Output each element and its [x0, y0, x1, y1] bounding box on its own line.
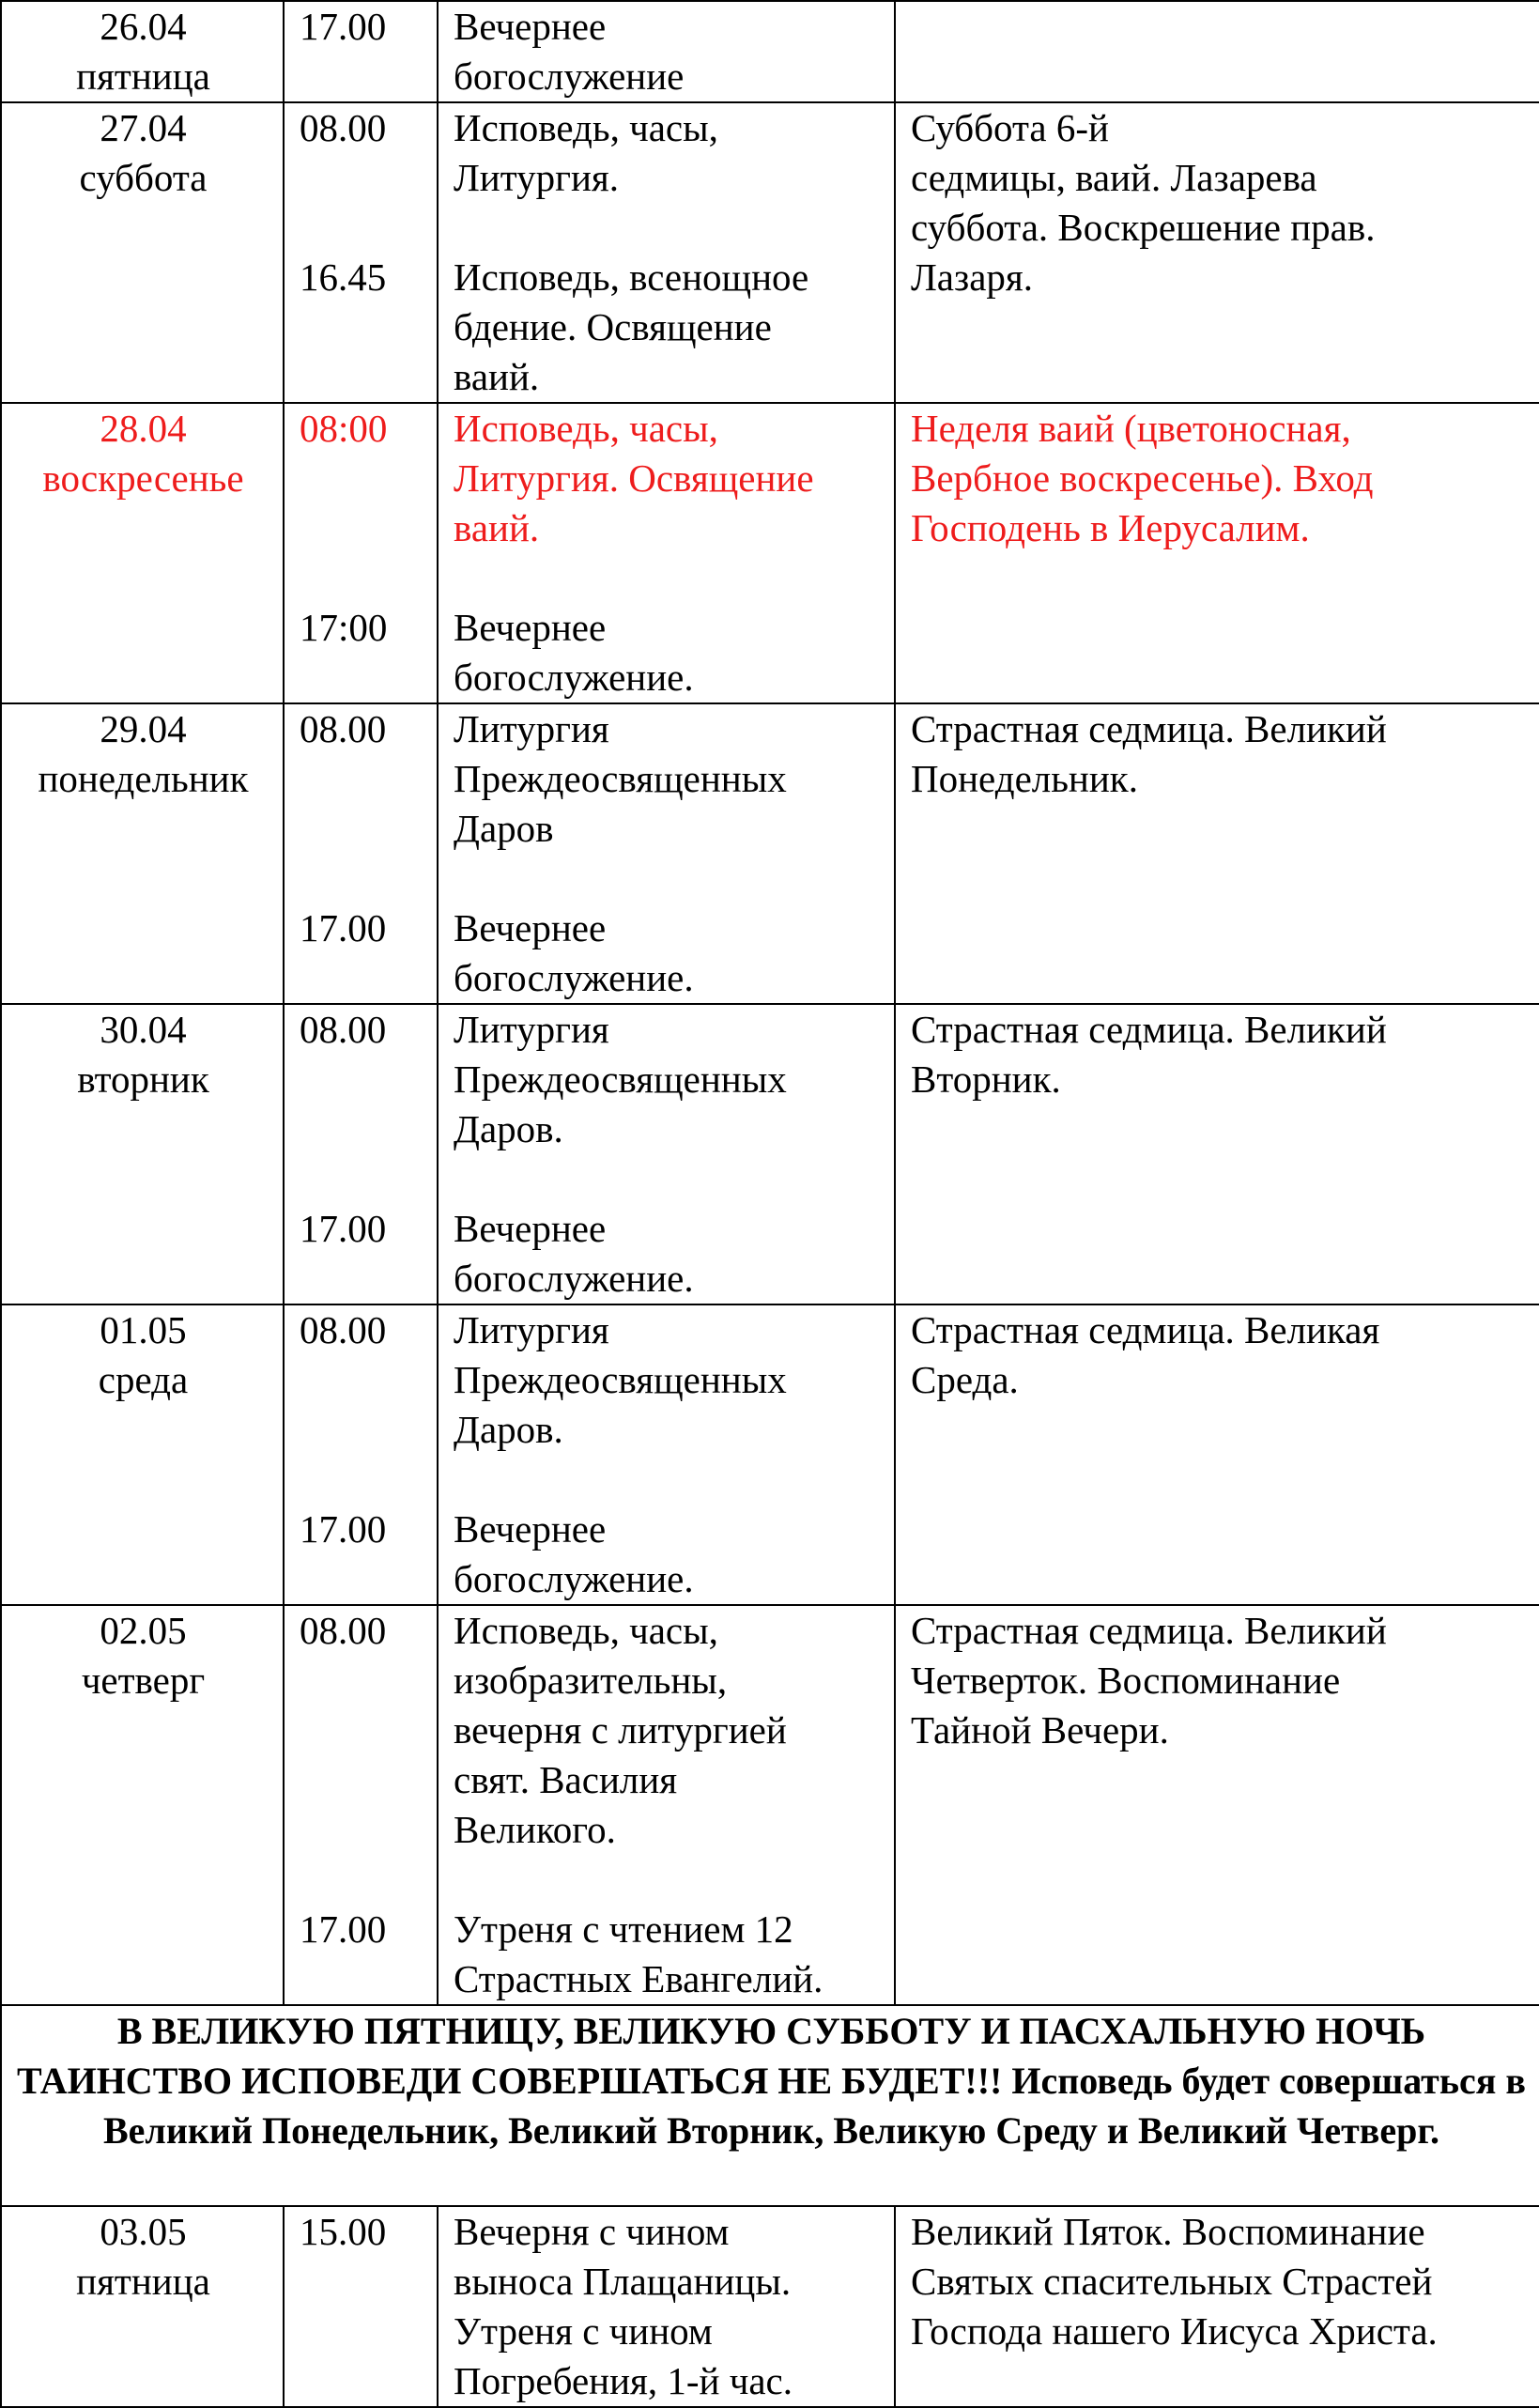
service-line: Страстных Евангелий. — [454, 1957, 823, 2000]
service-line: Литургия — [454, 1008, 609, 1051]
service-line: выноса Плащаницы. — [454, 2260, 792, 2303]
service-cell — [438, 1605, 895, 2005]
service-line: Утреня с чином — [454, 2309, 713, 2353]
date: 02.05 — [100, 1609, 187, 1652]
feast-line: Страстная седмица. Великая — [911, 1308, 1380, 1351]
service-time: 08.00 — [300, 1008, 387, 1051]
feast-line: Страстная седмица. Великий — [911, 1008, 1387, 1051]
service-cell — [438, 1, 895, 102]
feast-cell — [895, 2206, 1539, 2407]
service-line: Утреня с чтением 12 — [454, 1907, 793, 1951]
time-cell — [284, 102, 438, 403]
date-cell — [1, 102, 284, 403]
service-line: богослужение — [454, 54, 685, 98]
service-line: бдение. Освящение — [454, 305, 772, 348]
notice-caps: В ВЕЛИКУЮ ПЯТНИЦУ, ВЕЛИКУЮ СУББОТУ И ПАСХАЛЬНУЮ НОЧЬ ТАИНСТВО ИСПОВЕДИ СОВЕРШАТЬСЯ НЕ БУДЕТ!!! — [17, 2010, 1426, 2102]
feast-line: Лазаря. — [911, 255, 1034, 299]
service-line: Литургия — [454, 707, 609, 750]
feast-line: Понедельник. — [911, 757, 1138, 800]
date-cell — [1, 703, 284, 1004]
feast-cell — [895, 1605, 1539, 2005]
service-time: 17:00 — [300, 606, 388, 649]
date-cell — [1, 1, 284, 102]
service-time: 17.00 — [300, 1207, 387, 1250]
service-cell — [438, 102, 895, 403]
service-line: Вечерня с чином — [454, 2210, 730, 2253]
service-line: богослужение. — [454, 1257, 694, 1300]
table-row — [1, 703, 1539, 1004]
service-line: Даров. — [454, 1107, 563, 1150]
weekday: воскресенье — [42, 456, 244, 500]
time-cell — [284, 2206, 438, 2407]
feast-line: Четверток. Воспоминание — [911, 1659, 1341, 1702]
weekday: пятница — [76, 54, 210, 98]
feast-line: седмицы, ваий. Лазарева — [911, 156, 1317, 199]
date: 26.04 — [100, 5, 187, 48]
table-row — [1, 102, 1539, 403]
service-time: 08:00 — [300, 407, 388, 450]
service-line: Погребения, 1-й час. — [454, 2359, 793, 2402]
confession-notice — [1, 2005, 1539, 2206]
feast-line: Страстная седмица. Великий — [911, 707, 1387, 750]
feast-cell — [895, 703, 1539, 1004]
service-line: Вечернее — [454, 5, 607, 48]
feast-cell — [895, 403, 1539, 703]
feast-cell — [895, 102, 1539, 403]
service-time: 15.00 — [300, 2210, 387, 2253]
time-cell — [284, 1304, 438, 1605]
weekday: вторник — [77, 1057, 209, 1101]
service-cell — [438, 403, 895, 703]
feast-cell — [895, 1, 1539, 102]
service-line: Великого. — [454, 1808, 616, 1851]
feast-line: Господа нашего Иисуса Христа. — [911, 2309, 1438, 2353]
service-cell — [438, 2206, 895, 2407]
time-cell — [284, 1605, 438, 2005]
weekday: суббота — [79, 156, 208, 199]
feast-line: суббота. Воскрешение прав. — [911, 206, 1376, 249]
service-line: Исповедь, часы, — [454, 407, 718, 450]
service-line: Вечернее — [454, 1207, 607, 1250]
table-row — [1, 1605, 1539, 2005]
feast-line: Страстная седмица. Великий — [911, 1609, 1387, 1652]
service-line: Вечернее — [454, 606, 607, 649]
weekday: четверг — [81, 1659, 206, 1702]
feast-line: Суббота 6-й — [911, 106, 1109, 149]
service-line: Преждеосвященных — [454, 1057, 787, 1101]
service-line: Даров. — [454, 1408, 563, 1451]
notice-rest: Исповедь будет совершаться в Великий Понедельник, Великий Вторник, Великую Среду и Великий Четверг. — [102, 2060, 1526, 2152]
date: 27.04 — [100, 106, 187, 149]
service-time: 08.00 — [300, 1609, 387, 1652]
feast-line: Господень в Иерусалим. — [911, 506, 1310, 549]
time-cell — [284, 403, 438, 703]
weekday: пятница — [76, 2260, 210, 2303]
table-row — [1, 2206, 1539, 2407]
service-time: 17.00 — [300, 5, 387, 48]
feast-line: Неделя ваий (цветоносная, — [911, 407, 1351, 450]
service-line: Литургия. — [454, 156, 619, 199]
service-time: 08.00 — [300, 707, 387, 750]
feast-line: Вторник. — [911, 1057, 1061, 1101]
service-line: свят. Василия — [454, 1758, 678, 1801]
date-cell — [1, 1304, 284, 1605]
feast-line: Среда. — [911, 1358, 1019, 1401]
service-time: 08.00 — [300, 106, 387, 149]
service-line: ваий. — [454, 506, 540, 549]
table-row — [1, 1304, 1539, 1605]
feast-line: Тайной Вечери. — [911, 1708, 1169, 1752]
date: 29.04 — [100, 707, 187, 750]
weekday: понедельник — [38, 757, 249, 800]
date-cell — [1, 2206, 284, 2407]
date: 01.05 — [100, 1308, 187, 1351]
feast-cell — [895, 1004, 1539, 1304]
time-cell — [284, 703, 438, 1004]
service-line: Литургия — [454, 1308, 609, 1351]
service-line: Исповедь, часы, — [454, 106, 718, 149]
table-row-sunday — [1, 403, 1539, 703]
service-line: Литургия. Освящение — [454, 456, 814, 500]
service-time: 17.00 — [300, 1907, 387, 1951]
service-line: Даров — [454, 807, 554, 850]
date-cell — [1, 403, 284, 703]
service-line: ваий. — [454, 355, 540, 398]
service-line: богослужение. — [454, 656, 694, 699]
service-line: изобразительны, — [454, 1659, 728, 1702]
service-line: Преждеосвященных — [454, 1358, 787, 1401]
date: 28.04 — [100, 407, 187, 450]
service-line: Исповедь, часы, — [454, 1609, 718, 1652]
table-row — [1, 1004, 1539, 1304]
feast-line: Святых спасительных Страстей — [911, 2260, 1433, 2303]
table-row — [1, 1, 1539, 102]
date: 30.04 — [100, 1008, 187, 1051]
service-line: Преждеосвященных — [454, 757, 787, 800]
service-line: Исповедь, всенощное — [454, 255, 809, 299]
service-cell — [438, 1004, 895, 1304]
feast-line: Вербное воскресенье). Вход — [911, 456, 1374, 500]
service-line: богослужение. — [454, 956, 694, 999]
service-time: 08.00 — [300, 1308, 387, 1351]
weekday: среда — [98, 1358, 189, 1401]
date: 03.05 — [100, 2210, 187, 2253]
date-cell — [1, 1605, 284, 2005]
date-cell — [1, 1004, 284, 1304]
service-line: Вечернее — [454, 1507, 607, 1551]
notice-row — [1, 2005, 1539, 2206]
service-cell — [438, 1304, 895, 1605]
time-cell — [284, 1004, 438, 1304]
feast-cell — [895, 1304, 1539, 1605]
time-cell — [284, 1, 438, 102]
service-line: богослужение. — [454, 1557, 694, 1600]
service-line: Вечернее — [454, 906, 607, 949]
service-time: 16.45 — [300, 255, 387, 299]
service-cell — [438, 703, 895, 1004]
service-time: 17.00 — [300, 1507, 387, 1551]
feast-line: Великий Пяток. Воспоминание — [911, 2210, 1425, 2253]
service-line: вечерня с литургией — [454, 1708, 787, 1752]
service-time: 17.00 — [300, 906, 387, 949]
